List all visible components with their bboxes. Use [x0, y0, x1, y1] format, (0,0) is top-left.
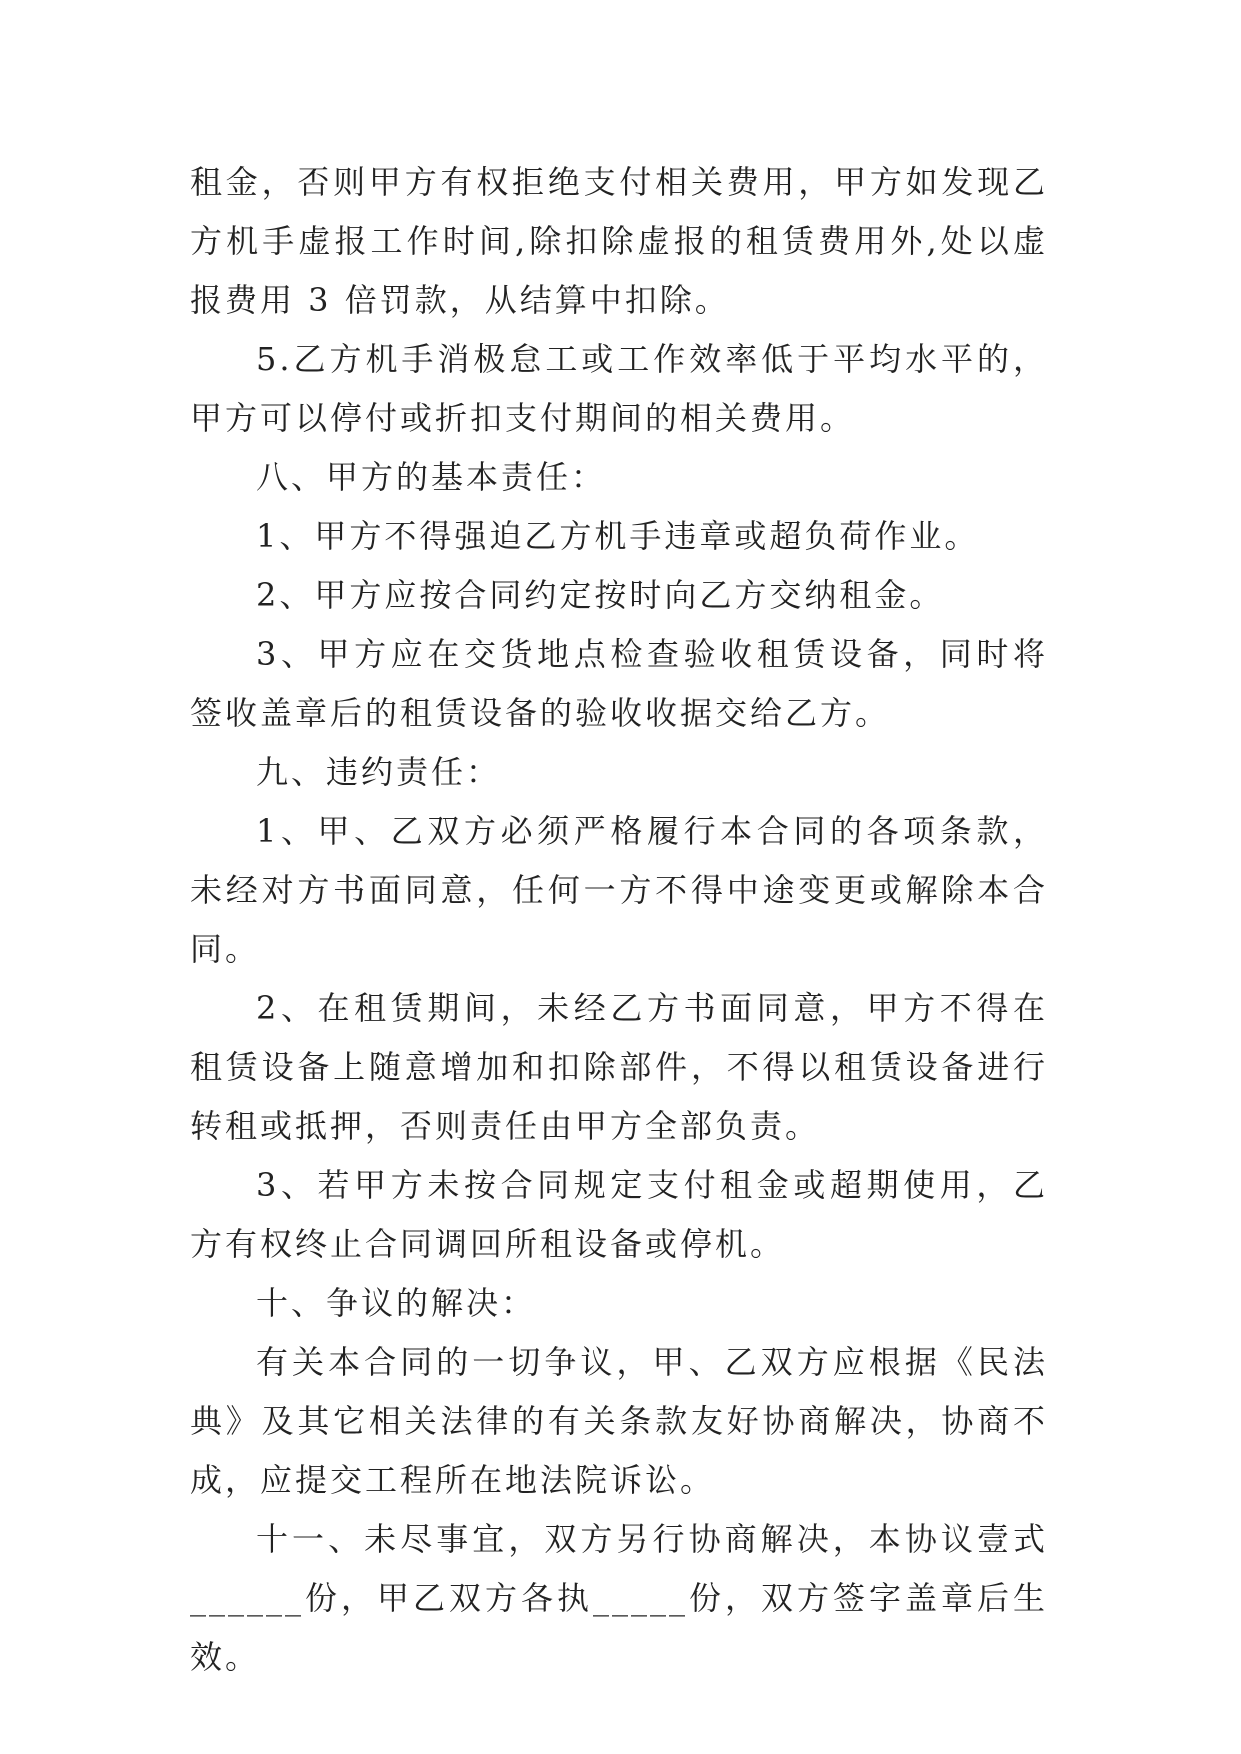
- section-heading-9: 九、违约责任：: [256, 753, 502, 791]
- paragraph-clause-5: 5.乙方机手消极怠工或工作效率低于平均水平的，甲方可以停付或折扣支付期间的相关费用。: [190, 340, 1048, 437]
- document-body: [190, 153, 1048, 1687]
- paragraph-clause-8-3: 3、甲方应在交货地点检查验收租赁设备，同时将签收盖章后的租赁设备的验收收据交给乙方。: [190, 635, 1048, 732]
- section-heading-10: 十、争议的解决：: [256, 1284, 537, 1322]
- paragraph-clause-8-2: 2、甲方应按合同约定按时向乙方交纳租金。: [256, 576, 945, 614]
- section-heading-8: 八、甲方的基本责任：: [256, 458, 607, 496]
- paragraph-clause-9-1: 1、甲、乙双方必须严格履行本合同的各项条款，未经对方书面同意，任何一方不得中途变更或解除本合同。: [190, 812, 1048, 968]
- paragraph-clause-8-1: 1、甲方不得强迫乙方机手违章或超负荷作业。: [256, 517, 980, 555]
- paragraph-dispute-resolution: 有关本合同的一切争议，甲、乙双方应根据《民法典》及其它相关法律的有关条款友好协商解决，协商不成，应提交工程所在地法院诉讼。: [190, 1343, 1048, 1499]
- paragraph-clause-11: 十一、未尽事宜，双方另行协商解决，本协议壹式______份，甲乙双方各执_____份，双方签字盖章后生效。: [190, 1520, 1048, 1676]
- paragraph-clause-9-3: 3、若甲方未按合同规定支付租金或超期使用，乙方有权终止合同调回所租设备或停机。: [190, 1166, 1048, 1263]
- paragraph-rent-penalty: 租金，否则甲方有权拒绝支付相关费用，甲方如发现乙方机手虚报工作时间,除扣除虚报的租赁费用外,处以虚报费用 3 倍罚款，从结算中扣除。: [190, 163, 1048, 319]
- paragraph-clause-9-2: 2、在租赁期间，未经乙方书面同意，甲方不得在租赁设备上随意增加和扣除部件，不得以租赁设备进行转租或抵押，否则责任由甲方全部负责。: [190, 989, 1048, 1145]
